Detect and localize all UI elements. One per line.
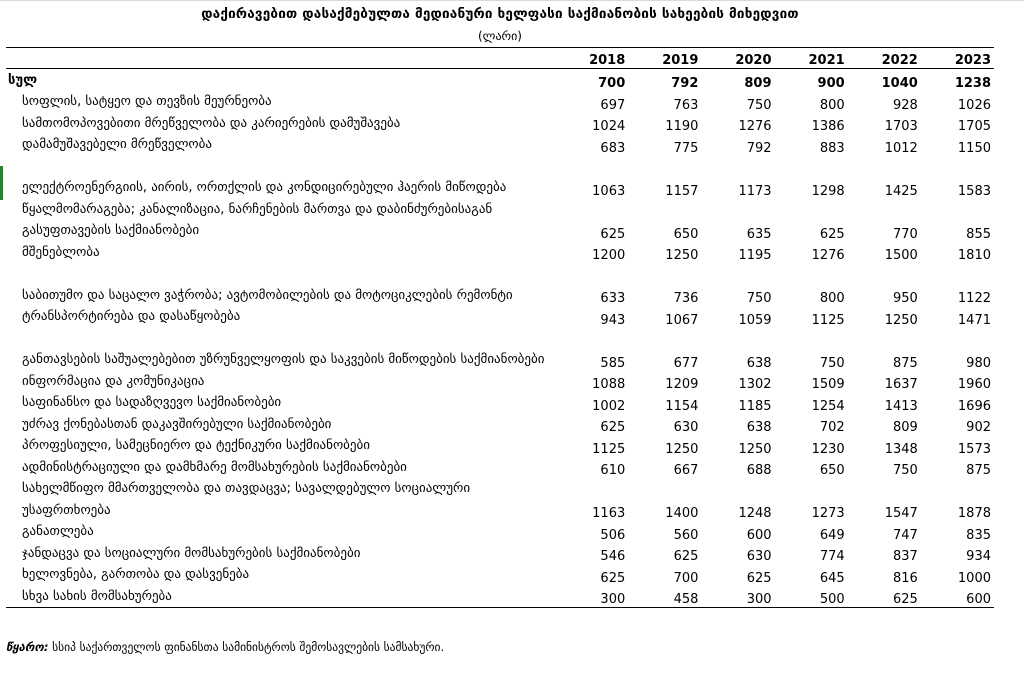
header-label-cell[interactable] [6, 48, 555, 69]
cell-value[interactable]: 585 [600, 355, 626, 371]
column-header[interactable]: 2020 [701, 48, 774, 69]
cell-value[interactable]: 774 [819, 549, 845, 564]
column-header[interactable]: 2023 [921, 48, 994, 69]
table-row [6, 392, 994, 414]
cell-value[interactable]: 677 [673, 355, 699, 371]
table-row [6, 521, 994, 543]
cell-value[interactable]: 750 [746, 291, 772, 306]
cell-value[interactable]: 1173 [738, 183, 772, 199]
cell-value[interactable]: 900 [817, 76, 845, 91]
row-label[interactable]: უძრავ ქონებასთან დაკავშირებული საქმიანობები [22, 416, 332, 432]
cell-value[interactable]: 816 [892, 570, 918, 586]
cell-value[interactable]: 633 [600, 291, 626, 306]
cell-value[interactable]: 1190 [665, 119, 699, 134]
cell-value[interactable]: 1960 [957, 377, 991, 392]
cell-value[interactable]: 560 [673, 527, 699, 543]
cell-value[interactable]: 1583 [957, 183, 991, 199]
cell-value[interactable]: 700 [673, 570, 699, 586]
cell-value[interactable]: 1195 [738, 248, 772, 263]
cell-value[interactable]: 1250 [738, 441, 772, 457]
cell-value[interactable]: 1163 [592, 506, 626, 521]
cell-value[interactable]: 645 [819, 570, 845, 586]
cell-value[interactable]: 630 [673, 420, 699, 435]
cell-value[interactable]: 635 [746, 226, 772, 242]
cell-value[interactable]: 750 [892, 463, 918, 478]
row-label[interactable]: პროფესიული, სამეცნიერო და ტექნიკური საქმიანობები [22, 438, 370, 453]
row-label[interactable]: სხვა სახის მომსახურება [6, 586, 555, 608]
cell-value[interactable]: 792 [746, 140, 772, 156]
row-label[interactable]: განთავსების საშუალებებით უზრუნველყოფის და საკვების მიწოდების საქმიანობები [22, 352, 545, 367]
column-header[interactable]: 2021 [775, 48, 848, 69]
cell-value[interactable]: 1250 [665, 248, 699, 263]
table-row [6, 134, 994, 156]
cell-value[interactable]: 1386 [811, 119, 845, 134]
cell-value[interactable]: 1238 [954, 76, 991, 91]
cell-value[interactable]: 1254 [811, 398, 845, 414]
cell-value[interactable]: 950 [892, 291, 918, 306]
cell-value[interactable]: 1413 [884, 398, 918, 414]
cell-value[interactable]: 1250 [884, 312, 918, 328]
cell-value[interactable]: 1000 [957, 570, 991, 586]
row-label[interactable]: ინფორმაცია და კომუნიკაცია [22, 373, 205, 389]
cell-value[interactable]: 928 [892, 97, 918, 113]
header-row [6, 48, 994, 69]
cell-value[interactable]: 837 [892, 549, 918, 564]
cell-value[interactable]: 600 [921, 586, 994, 608]
cell-value[interactable]: 747 [892, 527, 918, 543]
cell-value[interactable]: 980 [966, 355, 991, 371]
cell-value[interactable]: 300 [701, 586, 774, 608]
cell-value[interactable]: 1248 [738, 506, 772, 521]
row-label[interactable]: წყალმომარაგება; კანალიზაცია, ნარჩენების მართვა და დაბინძურებისაგან გასუფთავების საქმიანობები [22, 201, 493, 238]
table-row [6, 586, 994, 608]
cell-value[interactable]: 1026 [957, 97, 991, 113]
cell-value[interactable]: 667 [673, 463, 699, 478]
cell-value[interactable]: 600 [746, 527, 772, 543]
cell-value[interactable]: 1157 [665, 183, 699, 199]
cell-value[interactable]: 625 [600, 570, 626, 586]
cell-value[interactable]: 1637 [884, 377, 918, 392]
cell-value[interactable]: 1471 [957, 312, 991, 328]
table-row [6, 156, 994, 199]
cell-value[interactable]: 1703 [884, 119, 918, 134]
cell-value[interactable]: 1696 [957, 398, 991, 414]
cell-value[interactable]: 770 [892, 226, 918, 242]
table-row [6, 91, 994, 113]
cell-value[interactable]: 1425 [884, 183, 918, 199]
cell-value[interactable]: 835 [966, 527, 991, 543]
cell-value[interactable]: 792 [671, 76, 699, 91]
cell-value[interactable]: 697 [600, 97, 626, 113]
cell-value[interactable]: 809 [892, 420, 918, 435]
cell-value[interactable]: 1273 [811, 506, 845, 521]
cell-value[interactable]: 500 [775, 586, 848, 608]
cell-value[interactable]: 1302 [738, 377, 772, 392]
row-label[interactable]: ტრანსპორტირება და დასაწყობება [22, 309, 241, 324]
row-label[interactable]: ელექტროენერგიის, აირის, ორთქლის და კონდიცირებული ჰაერის მიწოდება [22, 180, 507, 195]
cell-value[interactable]: 1012 [884, 140, 918, 156]
cell-value[interactable]: 1125 [811, 312, 845, 328]
unit-label: (ლარი) [478, 29, 522, 43]
table-row [6, 263, 994, 306]
cell-value[interactable]: 625 [746, 570, 772, 586]
wage-table [6, 47, 994, 608]
cell-value[interactable]: 546 [600, 549, 626, 564]
column-header[interactable]: 2019 [628, 48, 701, 69]
cell-value[interactable]: 1276 [738, 119, 772, 134]
cell-value[interactable]: 1040 [881, 76, 918, 91]
column-header[interactable]: 2018 [555, 48, 628, 69]
row-label[interactable]: ჯანდაცვა და სოციალური მომსახურების საქმიანობები [22, 545, 361, 561]
cell-value[interactable]: 1059 [738, 312, 772, 328]
row-label[interactable]: სოფლის, სატყეო და თევზის მეურნეობა [22, 94, 272, 109]
cell-value[interactable]: 1063 [592, 183, 626, 199]
table-title: დაქირავებით დასაქმებულთა მედიანური ხელფასი საქმიანობის სახეების მიხედვით [201, 6, 799, 22]
table-row [6, 371, 994, 393]
cell-value[interactable]: 1209 [665, 377, 699, 392]
cell-value[interactable]: 775 [673, 140, 699, 156]
cell-value[interactable]: 902 [966, 420, 991, 435]
cell-value[interactable]: 1509 [811, 377, 845, 392]
table-row [6, 242, 994, 264]
table-row [6, 306, 994, 328]
cell-value[interactable]: 750 [746, 97, 772, 113]
cell-value[interactable]: 625 [600, 226, 626, 242]
table-row [6, 435, 994, 457]
row-label[interactable]: სამთომოპოვებითი მრეწველობა და კარიერების დამუშავება [22, 115, 401, 131]
row-label[interactable]: დამამუშავებელი მრეწველობა [22, 137, 212, 152]
column-header[interactable]: 2022 [848, 48, 921, 69]
row-label[interactable]: სულ [8, 72, 38, 88]
cell-value[interactable]: 1400 [665, 506, 699, 521]
cell-value[interactable]: 506 [600, 527, 626, 543]
cell-value[interactable]: 300 [555, 586, 628, 608]
cell-value[interactable]: 649 [819, 527, 845, 543]
cell-value[interactable]: 1067 [665, 312, 699, 328]
cell-value[interactable]: 750 [819, 355, 845, 371]
cell-value[interactable]: 1154 [665, 398, 699, 414]
row-label[interactable]: განათლება [22, 524, 94, 539]
cell-value[interactable]: 1088 [592, 377, 626, 392]
cell-value[interactable]: 1230 [811, 441, 845, 457]
source-note [6, 640, 444, 654]
cell-value[interactable]: 650 [673, 226, 699, 242]
cell-value[interactable]: 638 [746, 355, 772, 371]
cell-value[interactable]: 683 [600, 140, 626, 156]
cell-value[interactable]: 875 [892, 355, 918, 371]
table-row [6, 199, 994, 242]
cell-value[interactable]: 809 [744, 76, 772, 91]
table-row [6, 414, 994, 436]
row-label[interactable]: ადმინისტრაციული და დამხმარე მომსახურების საქმიანობები [22, 459, 407, 475]
cell-value[interactable]: 934 [966, 549, 991, 564]
cell-value[interactable]: 702 [819, 420, 845, 435]
cell-value[interactable]: 1150 [957, 140, 991, 156]
row-label[interactable]: საფინანსო და სადაზღვევო საქმიანობები [22, 395, 282, 410]
cell-value[interactable]: 625 [819, 226, 845, 242]
cell-value[interactable]: 625 [600, 420, 626, 435]
table-row [6, 564, 994, 586]
selected-row-marker [0, 166, 3, 200]
cell-value[interactable]: 1500 [884, 248, 918, 263]
cell-value[interactable]: 1348 [884, 441, 918, 457]
cell-value[interactable]: 800 [819, 291, 845, 306]
source-label: წყარო: [6, 640, 49, 654]
cell-value[interactable]: 1002 [592, 398, 626, 414]
cell-value[interactable]: 855 [966, 226, 991, 242]
row-label[interactable]: ხელოვნება, გართობა და დასვენება [22, 567, 250, 582]
table-row [6, 457, 994, 479]
row-label[interactable]: საბითუმო და საცალო ვაჭრობა; ავტომობილების და მოტოციკლების რემონტი [22, 287, 513, 303]
cell-value[interactable]: 800 [819, 97, 845, 113]
cell-value[interactable]: 1200 [592, 248, 626, 263]
cell-value[interactable]: 763 [673, 97, 699, 113]
cell-value[interactable]: 1705 [957, 119, 991, 134]
cell-value[interactable]: 1024 [592, 119, 626, 134]
cell-value[interactable]: 650 [819, 463, 845, 478]
cell-value[interactable]: 688 [746, 463, 772, 478]
cell-value[interactable]: 1122 [957, 291, 991, 306]
cell-value[interactable]: 1810 [957, 248, 991, 263]
cell-value[interactable]: 625 [673, 549, 699, 564]
cell-value[interactable]: 1573 [957, 441, 991, 457]
row-label[interactable]: სახელმწიფო მმართველობა და თავდაცვა; სავალდებულო სოციალური უსაფრთხოება [22, 481, 471, 518]
cell-value[interactable]: 875 [966, 463, 991, 478]
cell-value[interactable]: 943 [600, 312, 626, 328]
total-row [6, 69, 994, 92]
cell-value[interactable]: 736 [673, 291, 699, 306]
cell-value[interactable]: 458 [628, 586, 701, 608]
table-row [6, 113, 994, 135]
cell-value[interactable]: 610 [600, 463, 626, 478]
cell-value[interactable]: 1547 [884, 506, 918, 521]
cell-value[interactable]: 625 [848, 586, 921, 608]
table-row [6, 478, 994, 521]
cell-value[interactable]: 638 [746, 420, 772, 435]
cell-value[interactable]: 1185 [738, 398, 772, 414]
cell-value[interactable]: 1298 [811, 183, 845, 199]
cell-value[interactable]: 1878 [957, 506, 991, 521]
cell-value[interactable]: 700 [598, 76, 626, 91]
source-text: სსიპ საქართველოს ფინანსთა სამინისტროს შემოსავლების სამსახური. [52, 640, 445, 654]
cell-value[interactable]: 1250 [665, 441, 699, 457]
cell-value[interactable]: 630 [746, 549, 772, 564]
row-label[interactable]: მშენებლობა [22, 244, 100, 260]
cell-value[interactable]: 1125 [592, 441, 626, 457]
table-row [6, 543, 994, 565]
cell-value[interactable]: 883 [819, 140, 845, 156]
table-row [6, 328, 994, 371]
cell-value[interactable]: 1276 [811, 248, 845, 263]
